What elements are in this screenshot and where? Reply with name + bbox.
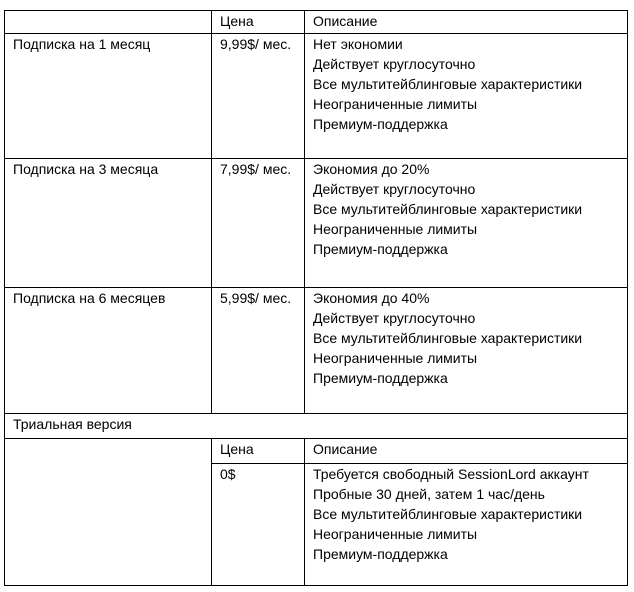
feature-line: Все мультитейблинговые характеристики bbox=[313, 76, 583, 92]
table-row bbox=[5, 288, 628, 414]
plan-description bbox=[305, 159, 628, 288]
trial-header-description-cell: Описание bbox=[305, 439, 628, 464]
table-header-row bbox=[5, 11, 628, 34]
feature-line: Все мультитейблинговые характеристики bbox=[313, 201, 583, 217]
trial-section-title: Триальная версия bbox=[5, 414, 628, 439]
plan-name: Подписка на 3 месяца bbox=[5, 159, 212, 288]
table-row bbox=[5, 159, 628, 288]
plan-price: 5,99$/ мес. bbox=[212, 288, 305, 414]
feature-line: Премиум-поддержка bbox=[313, 370, 448, 386]
feature-line: Действует круглосуточно bbox=[313, 310, 476, 326]
header-plan-cell bbox=[5, 11, 212, 34]
feature-line: Нет экономии bbox=[313, 36, 403, 52]
feature-line: Действует круглосуточно bbox=[313, 181, 476, 197]
feature-line: Все мультитейблинговые характеристики bbox=[313, 330, 583, 346]
plan-name: Подписка на 6 месяцев bbox=[5, 288, 212, 414]
plan-name: Подписка на 1 месяц bbox=[5, 34, 212, 159]
header-price-cell: Цена bbox=[212, 11, 305, 34]
trial-empty-cell bbox=[5, 439, 212, 586]
feature-line: Экономия до 40% bbox=[313, 290, 430, 306]
trial-plan-description bbox=[305, 464, 628, 586]
subscription-pricing-table bbox=[4, 10, 628, 586]
feature-line: Действует круглосуточно bbox=[313, 56, 476, 72]
feature-line: Требуется свободный SessionLord аккаунт bbox=[313, 466, 589, 482]
trial-header-price-cell: Цена bbox=[212, 439, 305, 464]
feature-line: Неограниченные лимиты bbox=[313, 350, 478, 366]
feature-line: Неограниченные лимиты bbox=[313, 526, 478, 542]
feature-line: Пробные 30 дней, затем 1 час/день bbox=[313, 486, 545, 502]
trial-plan-price: 0$ bbox=[212, 464, 305, 586]
feature-line: Экономия до 20% bbox=[313, 161, 430, 177]
plan-description bbox=[305, 288, 628, 414]
header-description-cell: Описание bbox=[305, 11, 628, 34]
feature-line: Премиум-поддержка bbox=[313, 116, 448, 132]
plan-description bbox=[305, 34, 628, 159]
plan-price: 9,99$/ мес. bbox=[212, 34, 305, 159]
feature-line: Неограниченные лимиты bbox=[313, 221, 478, 237]
table-row bbox=[5, 34, 628, 159]
trial-header-row bbox=[5, 439, 628, 464]
feature-line: Неограниченные лимиты bbox=[313, 96, 478, 112]
feature-line: Все мультитейблинговые характеристики bbox=[313, 506, 583, 522]
feature-line: Премиум-поддержка bbox=[313, 241, 448, 257]
trial-section-row bbox=[5, 414, 628, 439]
plan-price: 7,99$/ мес. bbox=[212, 159, 305, 288]
feature-line: Премиум-поддержка bbox=[313, 546, 448, 562]
